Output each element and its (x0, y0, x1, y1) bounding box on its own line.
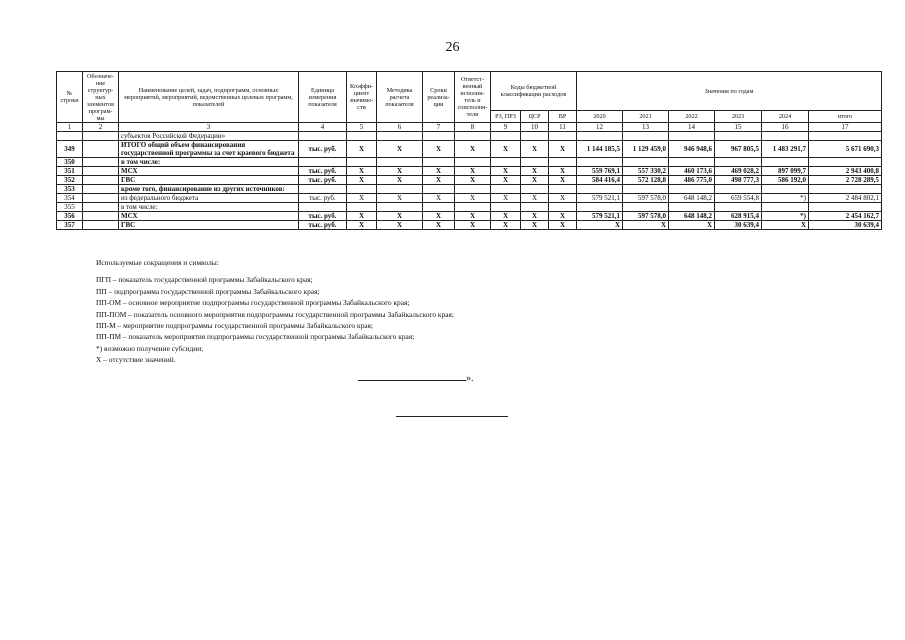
value-total: 2 728 289,5 (809, 176, 882, 185)
value-total: 2 454 162,7 (809, 212, 882, 221)
value-total: 30 639,4 (809, 221, 882, 230)
column-number: 1 (57, 123, 83, 132)
value-2024: X (762, 221, 809, 230)
rz-code (491, 158, 521, 167)
header-unit: Единица измерения показателя (299, 72, 347, 123)
terms: X (423, 141, 455, 158)
unit: тыс. руб. (299, 176, 347, 185)
value-2022: 648 148,2 (669, 212, 715, 221)
value-2024: 897 099,7 (762, 167, 809, 176)
method: X (377, 176, 423, 185)
notes-list (96, 274, 454, 365)
csr-code: X (521, 176, 549, 185)
indicators-table (56, 71, 882, 230)
header-coefficient: Коэффи-циент значимо-сти (347, 72, 377, 123)
note-item: *) возможно получение субсидии; (96, 343, 204, 353)
header-responsible: Ответст-венный исполни-тель и соисполни-тели (455, 72, 491, 123)
header-year: 2022 (669, 111, 715, 123)
value-2020: 1 144 185,5 (577, 141, 623, 158)
value-2024: 1 483 291,7 (762, 141, 809, 158)
column-number: 12 (577, 123, 623, 132)
value-2021: 557 330,2 (623, 167, 669, 176)
indicator-name: ГВС (119, 221, 299, 230)
header-csr: ЦСР (521, 111, 549, 123)
responsible (455, 158, 491, 167)
responsible (455, 185, 491, 194)
vr-code: X (549, 167, 577, 176)
column-number: 8 (455, 123, 491, 132)
header-rz: РЗ, ПРЗ (491, 111, 521, 123)
value-2024: *) (762, 194, 809, 203)
structural-element (83, 167, 119, 176)
rz-code: X (491, 194, 521, 203)
value-2021 (623, 203, 669, 212)
row-number: 352 (57, 176, 83, 185)
value-2024 (762, 203, 809, 212)
value-2020: X (577, 221, 623, 230)
value-2020: 579 521,1 (577, 212, 623, 221)
value-2023: 659 554,8 (715, 194, 762, 203)
header-row-number: № строки (57, 72, 83, 123)
header-name: Наименование целей, задач, подпрограмм, основных мероприятий, мероприятий, ведомственных целевых программ, показателей (119, 72, 299, 123)
table-row (57, 185, 882, 194)
value-2022: 648 148,2 (669, 194, 715, 203)
row-number: 353 (57, 185, 83, 194)
value-2023 (715, 158, 762, 167)
coefficient (347, 185, 377, 194)
table-row (57, 212, 882, 221)
vr-code (549, 185, 577, 194)
value-2021: X (623, 221, 669, 230)
method (377, 185, 423, 194)
header-total: итого (809, 111, 882, 123)
method: X (377, 194, 423, 203)
value-2024: 586 192,0 (762, 176, 809, 185)
structural-element (83, 194, 119, 203)
rz-code: X (491, 141, 521, 158)
header-year: 2021 (623, 111, 669, 123)
indicator-name: в том числе: (119, 158, 299, 167)
unit: тыс. руб. (299, 141, 347, 158)
value-2022 (669, 158, 715, 167)
csr-code (521, 203, 549, 212)
column-number: 16 (762, 123, 809, 132)
value-2023: 628 915,4 (715, 212, 762, 221)
rz-code: X (491, 212, 521, 221)
method (377, 158, 423, 167)
header-structural-element: Обозначе-ние структур-ных элементов програм-мы (83, 72, 119, 123)
value-2021: 597 578,0 (623, 194, 669, 203)
value-2024 (762, 158, 809, 167)
unit (299, 158, 347, 167)
bottom-separator-line (396, 416, 508, 417)
column-number: 9 (491, 123, 521, 132)
value-total (809, 185, 882, 194)
indicator-name: ГВС (119, 176, 299, 185)
method (377, 203, 423, 212)
indicator-name: кроме того, финансирование из других источников: (119, 185, 299, 194)
value-2022 (669, 203, 715, 212)
continuation-text: субъектов Российской Федерации» (119, 132, 299, 141)
vr-code: X (549, 176, 577, 185)
row-number: 349 (57, 141, 83, 158)
value-2020: 584 416,4 (577, 176, 623, 185)
structural-element (83, 203, 119, 212)
value-2020: 579 521,1 (577, 194, 623, 203)
vr-code (549, 203, 577, 212)
note-item: ПП-ПМ – показатель мероприятия подпрограммы государственной программы Забайкальского края; (96, 332, 415, 342)
value-2024: *) (762, 212, 809, 221)
csr-code (521, 185, 549, 194)
header-values-by-year: Значения по годам (577, 72, 882, 111)
row-number: 355 (57, 203, 83, 212)
csr-code: X (521, 194, 549, 203)
structural-element (83, 158, 119, 167)
vr-code: X (549, 212, 577, 221)
table-row (57, 141, 882, 158)
unit (299, 203, 347, 212)
coefficient (347, 203, 377, 212)
unit (299, 185, 347, 194)
value-2021: 572 128,8 (623, 176, 669, 185)
column-number: 3 (119, 123, 299, 132)
terms: X (423, 212, 455, 221)
vr-code: X (549, 221, 577, 230)
terms: X (423, 221, 455, 230)
structural-element (83, 212, 119, 221)
csr-code: X (521, 167, 549, 176)
column-number: 2 (83, 123, 119, 132)
column-number: 11 (549, 123, 577, 132)
coefficient: X (347, 221, 377, 230)
coefficient: X (347, 141, 377, 158)
page-number: 26 (445, 40, 460, 55)
csr-code: X (521, 221, 549, 230)
terms (423, 158, 455, 167)
row-number: 351 (57, 167, 83, 176)
value-2024 (762, 185, 809, 194)
value-2022 (669, 185, 715, 194)
table-row (57, 176, 882, 185)
column-number: 7 (423, 123, 455, 132)
closing-underline (358, 370, 466, 381)
column-number: 14 (669, 123, 715, 132)
header-method: Методика расчета показателя (377, 72, 423, 123)
indicator-name: из федерального бюджета (119, 194, 299, 203)
responsible: X (455, 194, 491, 203)
terms: X (423, 176, 455, 185)
abbreviations-notes (96, 257, 454, 366)
note-item: ПП-ОМ – основное мероприятие подпрограммы государственной программы Забайкальского края; (96, 298, 410, 308)
coefficient: X (347, 176, 377, 185)
structural-element (83, 221, 119, 230)
value-2023 (715, 185, 762, 194)
value-2021 (623, 158, 669, 167)
responsible: X (455, 141, 491, 158)
value-total: 2 943 400,8 (809, 167, 882, 176)
terms (423, 185, 455, 194)
column-number: 13 (623, 123, 669, 132)
value-2020 (577, 158, 623, 167)
structural-element (83, 176, 119, 185)
value-2023: 30 639,4 (715, 221, 762, 230)
row-number: 354 (57, 194, 83, 203)
value-2023: 498 777,3 (715, 176, 762, 185)
responsible: X (455, 221, 491, 230)
rz-code: X (491, 167, 521, 176)
rz-code (491, 185, 521, 194)
column-number: 6 (377, 123, 423, 132)
rz-code (491, 203, 521, 212)
terms (423, 203, 455, 212)
csr-code (521, 158, 549, 167)
closing-quote: ». (466, 373, 474, 384)
unit: тыс. руб. (299, 194, 347, 203)
notes-title: Используемые сокращения и символы: (96, 258, 219, 267)
value-2021 (623, 185, 669, 194)
table-row (57, 167, 882, 176)
column-number: 5 (347, 123, 377, 132)
value-2021: 597 578,0 (623, 212, 669, 221)
indicator-name: МСХ (119, 167, 299, 176)
vr-code (549, 158, 577, 167)
header-year: 2024 (762, 111, 809, 123)
value-2023 (715, 203, 762, 212)
note-item: ПП-ПОМ – показатель основного мероприятия подпрограммы государственной программы Забайкальского края; (96, 309, 454, 319)
csr-code: X (521, 141, 549, 158)
method: X (377, 212, 423, 221)
value-2020: 559 769,1 (577, 167, 623, 176)
vr-code: X (549, 194, 577, 203)
unit: тыс. руб. (299, 167, 347, 176)
value-2023: 469 028,2 (715, 167, 762, 176)
column-number: 10 (521, 123, 549, 132)
method: X (377, 167, 423, 176)
value-2022: X (669, 221, 715, 230)
value-2022: 946 948,6 (669, 141, 715, 158)
responsible (455, 203, 491, 212)
header-year: 2023 (715, 111, 762, 123)
responsible: X (455, 167, 491, 176)
structural-element (83, 141, 119, 158)
value-2022: 460 173,6 (669, 167, 715, 176)
coefficient (347, 158, 377, 167)
value-2020 (577, 185, 623, 194)
value-total: 2 484 802,1 (809, 194, 882, 203)
column-number: 15 (715, 123, 762, 132)
indicator-name: в том числе: (119, 203, 299, 212)
coefficient: X (347, 212, 377, 221)
header-budget-codes: Коды бюджетной классификации расходов (491, 72, 577, 111)
note-item: ПГП – показатель государственной программы Забайкальского края; (96, 275, 313, 285)
vr-code: X (549, 141, 577, 158)
table-row (57, 194, 882, 203)
value-total (809, 158, 882, 167)
header-vr: ВР (549, 111, 577, 123)
note-item: X – отсутствие значений. (96, 355, 176, 365)
table-row (57, 158, 882, 167)
rz-code: X (491, 221, 521, 230)
responsible: X (455, 212, 491, 221)
value-2022: 486 775,0 (669, 176, 715, 185)
closing-mark (358, 370, 474, 384)
indicator-name: МСХ (119, 212, 299, 221)
csr-code: X (521, 212, 549, 221)
column-number: 17 (809, 123, 882, 132)
indicator-name: ИТОГО общий объем финансирования государственной программы за счет краевого бюджета (119, 141, 299, 158)
header-terms: Сроки реализа-ции (423, 72, 455, 123)
value-2023: 967 805,5 (715, 141, 762, 158)
method: X (377, 141, 423, 158)
note-item: ПП-М – мероприятие подпрограммы государственной программы Забайкальского края; (96, 321, 373, 331)
rz-code: X (491, 176, 521, 185)
method: X (377, 221, 423, 230)
row-number: 356 (57, 212, 83, 221)
unit: тыс. руб. (299, 221, 347, 230)
value-total (809, 203, 882, 212)
value-total: 5 671 690,3 (809, 141, 882, 158)
column-number: 4 (299, 123, 347, 132)
header-row (57, 72, 882, 111)
terms: X (423, 167, 455, 176)
note-item: ПП – подпрограмма государственной программы Забайкальского края; (96, 286, 320, 296)
coefficient: X (347, 167, 377, 176)
table-row (57, 221, 882, 230)
unit: тыс. руб. (299, 212, 347, 221)
value-2021: 1 129 459,0 (623, 141, 669, 158)
header-year: 2020 (577, 111, 623, 123)
value-2020 (577, 203, 623, 212)
table-row (57, 203, 882, 212)
row-number: 350 (57, 158, 83, 167)
structural-element (83, 185, 119, 194)
terms: X (423, 194, 455, 203)
continuation-row (57, 132, 882, 141)
responsible: X (455, 176, 491, 185)
column-number-row (57, 123, 882, 132)
coefficient: X (347, 194, 377, 203)
row-number: 357 (57, 221, 83, 230)
